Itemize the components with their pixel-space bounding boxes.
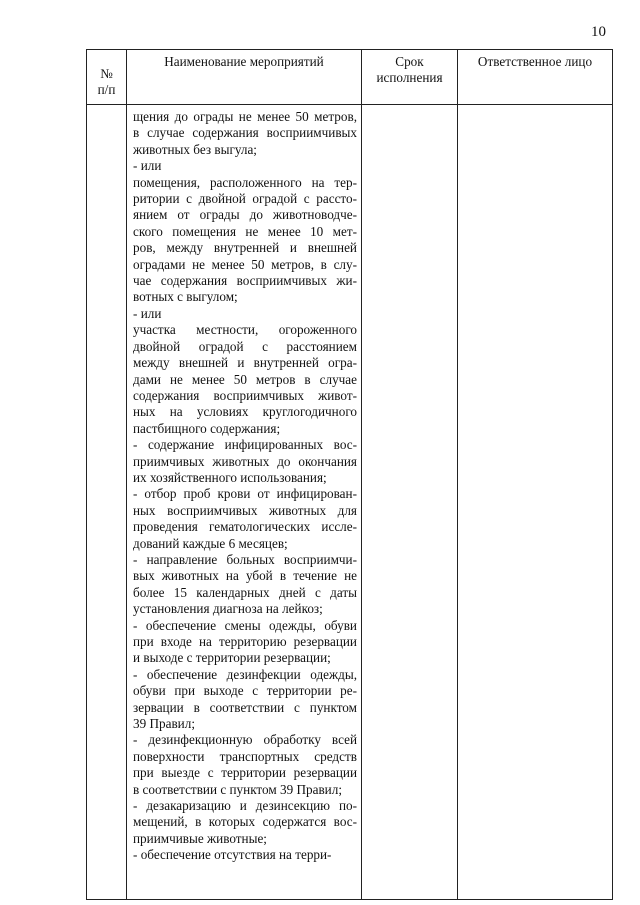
header-term [362, 50, 458, 105]
measures-text-line: установления диагноза на лейкоз; [133, 601, 323, 617]
measures-text-line: участка местности, огороженного [133, 322, 357, 338]
header-number [87, 50, 127, 105]
measures-text-line: 39 Правил; [133, 716, 195, 732]
header-number-symbol: № [100, 66, 113, 81]
measures-text-line: чае содержания восприимчивых жи- [133, 273, 357, 289]
measures-text-line: ского помещения не менее 10 мет- [133, 223, 357, 239]
measures-text-line: вотных с выгулом; [133, 289, 238, 305]
measures-text-line: зервации в соответствии с пунктом [133, 699, 357, 715]
measures-text-line: дами не менее 50 метров в случае [133, 371, 357, 387]
header-term-line1: Срок [395, 54, 424, 69]
row-term-cell [362, 105, 458, 900]
measures-text-line: между внешней и внутренней огра- [133, 355, 357, 371]
measures-text-line: - обеспечение смены одежды, обуви [133, 617, 357, 633]
measures-text-line: приимчивых животных до окончания [133, 453, 357, 469]
page-number: 10 [591, 24, 606, 40]
measures-text-line: - дезинфекционную обработку всей [133, 732, 357, 748]
measures-text-line: дований каждые 6 месяцев; [133, 535, 288, 551]
measures-text-line: более 15 календарных дней с даты [133, 584, 357, 600]
measures-text-line: щения до ограды не менее 50 метров, [133, 109, 357, 124]
measures-text-line: проведения гематологических иссле- [133, 519, 357, 535]
measures-text-line: двойной оградой с расстоянием [133, 338, 357, 354]
measures-text-line: обуви при выходе с территории ре- [133, 683, 357, 699]
measures-text-line: - отбор проб крови от инфицирован- [133, 486, 357, 502]
measures-text-line: оградами не менее 50 метров, в слу- [133, 256, 357, 272]
table-row [87, 105, 613, 900]
measures-text-line: животных без выгула; [133, 141, 257, 157]
row-number-cell [87, 105, 127, 900]
measures-text-line: - обеспечение дезинфекции одежды, [133, 666, 357, 682]
measures-text-line: и выходе с территории резервации; [133, 650, 331, 666]
measures-text-line: поверхности транспортных средств [133, 748, 357, 764]
measures-text-line: их хозяйственного использования; [133, 469, 327, 485]
measures-text-line: пастбищного содержания; [133, 420, 281, 436]
measures-text-line: - направление больных восприимчи- [133, 551, 357, 567]
measures-text-line: ров, между внутренней и внешней [133, 240, 357, 256]
measures-text [133, 109, 357, 864]
measures-text-line: - или [133, 158, 162, 174]
measures-text-line: мещений, в которых содержатся вос- [133, 814, 357, 830]
measures-text-line: вых животных на убой в течение не [133, 568, 357, 584]
measures-text-line: при выезде с территории резервации [133, 765, 357, 781]
measures-text-line: при входе на территорию резервации [133, 634, 357, 649]
measures-text-line: содержания восприимчивых живот- [133, 387, 357, 403]
measures-text-line: - дезакаризацию и дезинсекцию по- [133, 798, 357, 814]
measures-text-line: - или [133, 305, 162, 321]
header-responsible: Ответственное лицо [458, 50, 613, 105]
measures-table [86, 49, 613, 900]
header-term-line2: исполнения [376, 70, 443, 85]
measures-text-line: в случае содержания восприимчивых [133, 125, 357, 141]
measures-text-line: - содержание инфицированных вос- [133, 437, 357, 453]
row-responsible-cell [458, 105, 613, 900]
header-name: Наименование мероприятий [127, 50, 362, 105]
table-header-row [87, 50, 613, 105]
measures-text-line: ритории с двойной оградой с рассто- [133, 191, 357, 207]
measures-text-line: янием от ограды до животноводче- [133, 207, 357, 223]
measures-text-line: ных на условиях круглогодичного [133, 404, 357, 420]
header-number-abbrev: п/п [97, 82, 116, 97]
measures-text-line: помещения, расположенного на тер- [133, 174, 357, 190]
measures-text-line: - обеспечение отсутствия на терри- [133, 847, 332, 863]
row-measures-cell [127, 105, 362, 900]
measures-text-line: в соответствии с пунктом 39 Правил; [133, 781, 342, 797]
measures-text-line: приимчивые животные; [133, 830, 267, 846]
measures-text-line: ных восприимчивых животных для [133, 502, 357, 518]
